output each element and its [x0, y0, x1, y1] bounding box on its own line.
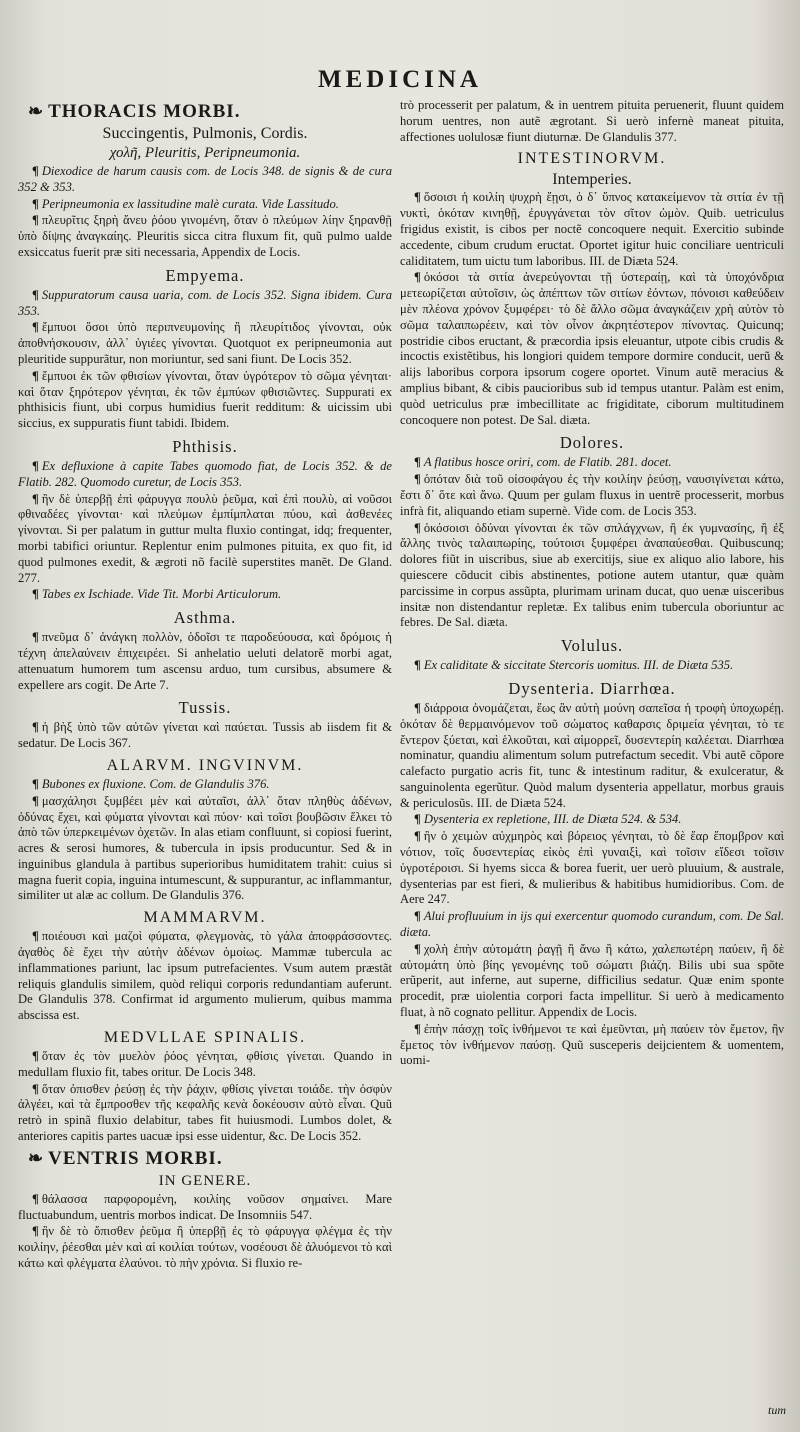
section-heading: Volulus. [560, 636, 624, 656]
entry: ¶ χολὴ ἐπὴν αὐτομάτη ῥαγῇ ἢ ἄνω ἢ κάτω, χαλεπωτέρη παύειν, ἢ δὲ αὐτομάτη ὑπὸ βίης γενομένης τοῦ σώματι βιάζη. Bilis ubi sua spõte erũperit, aut inferne, aut superne, difficilius sedatur. Quæ enim sponte procedit, præ uiolentia corpori facta impellitur. Si uerò à medicamento fluat, à nõ cognato pellitur. Appendix de Locis. [400, 941, 784, 1020]
entry: ¶ Ex defluxione à capite Tabes quomodo fiat, de Locis 352. & de Flatib. 282. Quomodo curetur, de Locis 353. [18, 458, 392, 489]
running-head: MEDICINA [318, 66, 482, 93]
fleuron-icon: ❧ [28, 101, 45, 121]
section-heading: MAMMARVM. [143, 909, 267, 927]
entry: ¶ ἡ βὴξ ὑπὸ τῶν αὐτῶν γίνεται καὶ παύεται. Tussis ab iisdem fit & sedatur. De Locis 367. [18, 720, 392, 751]
section-heading: Phthisis. [172, 436, 238, 456]
pilcrow-icon: ¶ [32, 287, 39, 302]
entry: ¶ Ex caliditate & siccitate Stercoris uomitus. III. de Diæta 535. [414, 658, 734, 673]
pilcrow-icon: ¶ [414, 1021, 421, 1036]
entry: ¶ Diexodice de harum causis com. de Locis 348. de signis & de cura 352 & 353. [18, 164, 392, 194]
entry: ¶ Alui profluuium in ijs qui exercentur quomodo curandum, com. De Sal. diæta. [400, 909, 784, 940]
pilcrow-icon: ¶ [32, 1224, 39, 1239]
entry: ¶ Dysenteria ex repletione, III. de Diæta 524. & 534. [414, 812, 682, 827]
pilcrow-icon: ¶ [32, 776, 39, 791]
left-column [18, 98, 392, 1273]
pilcrow-icon: ¶ [32, 368, 39, 383]
pilcrow-icon: ¶ [414, 812, 421, 827]
entry: ¶ ὁκόσοι τὰ σιτία ἀνερεύγονται τῇ ὑστεραίῃ, καὶ τὰ ὑποχόνδρια μετεωρίζεται αὐτοῖσιν, ὡς ἀπέπτων τῶν σιτίων ἐόντων, πόνοισι καθεύδειν μὲν πλέονα χρόνον ξυμφέρει· τὸ δὲ ἄλλο σῶμα ἀναγκάζειν χρὴ αὐτὸν τὸ σῶμα ταλαιπωρέειν, καὶ τὸν οἶνον ἀκρητέστερον πίνοντας. Quicunq; postridie cibos eructant, & præcordia ipsis eleuantur, utpote cibis crudis & incoctis existẽtibus, his longiori quidem tempore dormire conducit, uerũ & alijs laboribus corpora ipsorum cogere oportet. Vinum autẽ meracius & amplius bibant, & cibis paucioribus sub id tempus utantur. Palàm est enim, quòd uetriculus præ imbecillitate ac frigiditate, ciborum multitudinem concoquere non potest. De Sal. diæta. [400, 270, 784, 427]
pilcrow-icon: ¶ [414, 829, 421, 844]
entry: ¶ Peripneumonia ex lassitudine malè curata. Vide Lassitudo. [32, 196, 339, 211]
section-heading: INTESTINORVM. [517, 150, 667, 168]
pilcrow-icon: ¶ [32, 793, 39, 808]
entry: ¶ ἢν δὲ τὸ ὄπισθεν ῥεῦμα ἢ ὑπερβῇ ἐς τὸ φάρυγγα φλέγμα ἐς τὴν κοιλίην, ῥέεσθαι μὲν καὶ αἱ κοιλίαι τούτων, νοσέουσι δὲ ἀλυόμενοι τὸ καὶ κάτω καὶ φλέγματα ἐλαύνοι. τὸ πὴν χρόνια. Si fluxio re- [18, 1224, 392, 1271]
pilcrow-icon: ¶ [414, 941, 421, 956]
entry: trò processerit per palatum, & in uentrem pituita peruenerit, fluunt quidem horum uentres, non autẽ ægrotant. Si uerò infernè maneat pituita, affectiones uolulosæ fiunt diuturnæ. De Glandulis 377. [400, 98, 784, 144]
entry: ¶ ποιέουσι καὶ μαζοὶ φύματα, φλεγμονὰς, τὸ γάλα ἀποφράσσοντες. ἀγαθὸς δὲ ἔχει τὴν αὐτὴν ἀδένων ὁμοίως. Mammæ tubercula ac inflammationes pariunt, lac ipsum putrefacientes. Vsum autem præstãt reliquis glandulis similem, quòd reliqui corporis redundantiam auferunt. De Glandulis 378. Confirmat id argumento mulierum, quibus mamma abscissa est. [18, 929, 392, 1023]
pilcrow-icon: ¶ [32, 630, 39, 645]
right-column [400, 98, 784, 1070]
pilcrow-icon: ¶ [414, 270, 421, 285]
section-heading: Tussis. [178, 698, 232, 718]
pilcrow-icon: ¶ [32, 458, 39, 473]
fleuron-icon: ❧ [28, 1147, 45, 1168]
entry: ¶ πνεῦμα δ᾽ ἀνάγκη πολλὸν, ὁδοῖσι τε παροδεύουσα, καὶ δρόμοις ἡ τέχνη ἀπελαύνειν ἐπιχειρέει. Si anhelatio ueluti delatorẽ morbi agat, attenuatum humorem tum ascensu arduo, tum cursibus, absumere & expellere ars cogit. De Arte 7. [18, 630, 392, 692]
pilcrow-icon: ¶ [32, 720, 39, 735]
catchword: tum [768, 1403, 786, 1417]
section-heading: ❧ VENTRIS MORBI. [28, 1147, 223, 1169]
pilcrow-icon: ¶ [32, 1049, 39, 1064]
entry: ¶ ὅταν ἐς τὸν μυελὸν ῥόος γένηται, φθίσις γίνεται. Quando in medullam fluxio fit, tabes oritur. De Locis 348. [18, 1049, 392, 1079]
pilcrow-icon: ¶ [32, 213, 39, 228]
pilcrow-icon: ¶ [414, 520, 421, 535]
entry: ¶ Suppuratorum causa uaria, com. de Locis 352. Signa ibidem. Cura 353. [18, 287, 392, 318]
entry: ¶ θάλασσα παρφορομένη, κοιλίης νοῦσον σημαίνει. Mare fluctuabundum, uentris morbos indicat. De Insomniis 547. [18, 1191, 392, 1222]
section-heading: MEDVLLAE SPINALIS. [103, 1029, 307, 1047]
entry: ¶ διάρροια ὀνομάζεται, ἕως ἂν αὐτὴ μούνη σαπεῖσα ἡ τροφὴ ὑποχωρέῃ. ὁκόταν δὲ θερμαινόμενον τοῦ σώματος καθαρσις δριμεία γένηται, τὸ τε ἔντερον ξύεται, καὶ ἑλκοῦται, καὶ αἱμορρεῖ, δυσεντερίη καλέεται. Diarrhœa nominatur, quandiu alimentum solum putrefactum secedit. Vbi autẽ cõpore calefacto purgatio acris fit, tunc & intestinum raditur, & exulceratur, & sanguinolenta egerũtur. Quòd malum dysenteria appellatur, morbus grauis & periculosũs. III. de Diæta 524. [400, 700, 784, 810]
pilcrow-icon: ¶ [32, 1191, 39, 1206]
entry: ¶ ἔμπυοι ὅσοι ὑπὸ περιπνευμονίης ἢ πλευρίτιδος γίνονται, οὐκ ἀποθνήσκουσιν, ἀλλ᾽ ὑγιέες γίνονται. Quotquot ex peripneumonia aut pleuritide suppurãtur, non moriuntur, sed sani fiunt. De Locis 352. [18, 320, 392, 366]
section-heading: Dysenteria. Diarrhœa. [508, 678, 676, 698]
entry: ¶ πλευρῖτις ξηρὴ ἄνευ ῥόου γινομένη, ὅταν ὁ πλεύμων λίην ξηρανθῇ ὑπὸ δίψης ἀναγκαίης. Pleuritis sicca citra fluxum fit, quũ pulmo ualde exsiccatus fuerit præ siti necessaria, Appendix de Locis. [18, 213, 392, 259]
subheading: IN GENERE. [158, 1172, 252, 1189]
pilcrow-icon: ¶ [32, 1081, 39, 1096]
entry: ¶ ὅσοισι ἡ κοιλίη ψυχρὴ ἔῃσι, ὁ δ᾽ ὕπνος κατακείμενον τὰ σιτία ἐν τῇ νυκτὶ, ὁκόταν κινηθῇ, ἐρυγγάνεται τὸν σῖτον ὠμὸν. Quib. uetriculus frigidus existit, is cibos per noctẽ concoquere nequit. Exercitio subinde accedente, cibum crudum eructat. Oportet igitur huic conciliare uentriculi caliditatem, tum uictu tum laboribus. III. de Diæta 524. [400, 190, 784, 268]
entry: ¶ ὁπόταν διὰ τοῦ οἰσοφάγου ἐς τὴν κοιλίην ῥεύσῃ, ναυσιγίνεται κάτω, ἔστι δ᾽ ὅτε καὶ ἄνω. Quum per gulam fluxus in uentrẽ processerit, morbus infrà fit, aliquando etiam supernè. Vide com. de Locis 353. [400, 472, 784, 518]
section-heading: Asthma. [173, 608, 237, 628]
pilcrow-icon: ¶ [414, 909, 421, 924]
pilcrow-icon: ¶ [32, 320, 39, 335]
entry: ¶ Bubones ex fluxione. Com. de Glandulis 376. [32, 776, 270, 791]
pilcrow-icon: ¶ [32, 491, 39, 506]
entry: ¶ A flatibus hosce oriri, com. de Flatib. 281. docet. [414, 455, 672, 470]
section-heading: Empyema. [165, 265, 245, 285]
entry: ¶ ἔμπυοι ἐκ τῶν φθισίων γίνονται, ὅταν ὑγρότερον τὸ σῶμα γένηται· καὶ ὅταν ξηρότερον γένηται, ἐκ τῶν ἐμπύων φθισιῶντες. Suppurati ex phthisicis fiunt, ubi corpus humidius fuerit redditum: & uicissim ubi siccius, ex suppuratis fiunt tabidi. Ibidem. [18, 368, 392, 431]
pilcrow-icon: ¶ [32, 164, 39, 178]
pilcrow-icon: ¶ [414, 472, 421, 487]
section-heading: ❧ THORACIS MORBI. [28, 101, 241, 122]
section-heading: ALARVM. INGVINVM. [106, 756, 304, 774]
pilcrow-icon: ¶ [32, 929, 39, 944]
subheading: Intemperies. [552, 171, 632, 189]
pilcrow-icon: ¶ [414, 190, 421, 205]
entry: ¶ ἢν δὲ ὑπερβῇ ἐπὶ φάρυγγα πουλὺ ῥεῦμα, καὶ ἐπὶ πουλὺ, αἱ νοῦσοι φθιναδέες γίνονται· καὶ πλεύμων ἐμπίμπλαται πύου, καὶ ἀσθενέες γίνονται. Si per palatum in guttur multa fluxio contingat, idq; frequenter, morbi tabifici oriuntur. Replentur enim pulmones pituita, ex quo fit, id quod pulmones exedit, & ægroti nõ facilè superstites manẽt. De Gland. 277. [18, 491, 392, 585]
pilcrow-icon: ¶ [32, 587, 39, 602]
entry: ¶ μασχάλησι ξυμβέει μὲν καὶ αὐταῖσι, ἀλλ᾽ ὅταν πληθὺς ἀδένων, ὀδύνας ἔχει, καὶ φύματα γίνονται καὶ πύον· καὶ τοῖσι βουβῶσιν ἕλκει τὸ ἀπὸ τῶν ὑπερκειμένων ὀχετῶν. In alas etiam confluunt, si copiosi fuerint, acres & serosi humores, & tubercula in ipsis producuntur. Sed & in inguinibus glandula à partibus superioribus humiditatem trahit: cuius si magna fuerit copia, inguina intumescunt, & suppurantur, ac inflammantur, similiter ut alæ ac collum. De Glandulis 376. [18, 793, 392, 903]
subheading: χολῆ, Pleuritis, Peripneumonia. [109, 145, 301, 161]
pilcrow-icon: ¶ [414, 658, 421, 673]
entry: ¶ ἢν ὁ χειμὼν αὐχμηρὸς καὶ βόρειος γένηται, τὸ δὲ ἔαρ ἔπομβρον καὶ νότιον, τοῖς δυσεντερίας εἰκὸς ἐπὶ γυναιξὶ, καὶ τοῖσιν εἴδεσι τοῖσιν ὑγροτέροισι. Si hyems sicca & borea fuerit, uer uerò pluuium, & australe, dysenterias par est fieri, & mulieribus & habitibus humidioribus. Com. de Aere 247. [400, 829, 784, 907]
pilcrow-icon: ¶ [414, 455, 421, 470]
pilcrow-icon: ¶ [32, 196, 39, 211]
entry: ¶ ἐπὴν πάσχῃ τοῖς ἰνθήμενοι τε καὶ ἐμεῦνται, μὴ παύειν τὸν ἔμετον, ἢν ἔμετος τὸν ἰνθήμενον παύσῃ. Quũ susceperis deijcientem & uomentem, uomi- [400, 1021, 784, 1068]
entry: ¶ ὁκόσοισι ὀδύναι γίνονται ἐκ τῶν σπλάγχνων, ἢ ἐκ γυμνασίης, ἢ ἐξ ἄλλης τινὸς ταλαιπωρίης, τούτοισι ξυμφέρει ἀναπαύεσθαι. Quibuscunq; dolores fiũt in uiscribus, siue ab exercitijs, siue ex aliquo alio labore, his quiescere cõducit cibis abstinentes, potione autem utantur, quæ quàm parcissime in corpus assũpta, plurimam urinam ducat, quo uenæ uisceribus insitæ non distendantur repletæ. Ex talibus enim tubercula oboriuntur ac febres. De Sal. diæta. [400, 520, 784, 630]
subheading: Succingentis, Pulmonis, Cordis. [102, 125, 308, 142]
entry: ¶ ὅταν ὀπισθεν ῥεύσῃ ἐς τὴν ῥάχιν, φθίσις γίνεται τοιάδε. τὴν ὀσφὺν ἀλγέει, καὶ τὰ ἔμπροσθεν τῆς κεφαλῆς κενὰ δοκέουσιν αὐτὸ εἶναι. Quũ retrò in spinã fluxio delabitur, tabes fit huiusmodi. Lumbos dolet, & anteriores capitis partes uacuæ ipsi esse uidentur, &c. De Locis 352. [18, 1081, 392, 1144]
section-heading: Dolores. [559, 433, 625, 453]
pilcrow-icon: ¶ [414, 700, 421, 715]
entry: ¶ Tabes ex Ischiade. Vide Tit. Morbi Articulorum. [32, 587, 282, 602]
